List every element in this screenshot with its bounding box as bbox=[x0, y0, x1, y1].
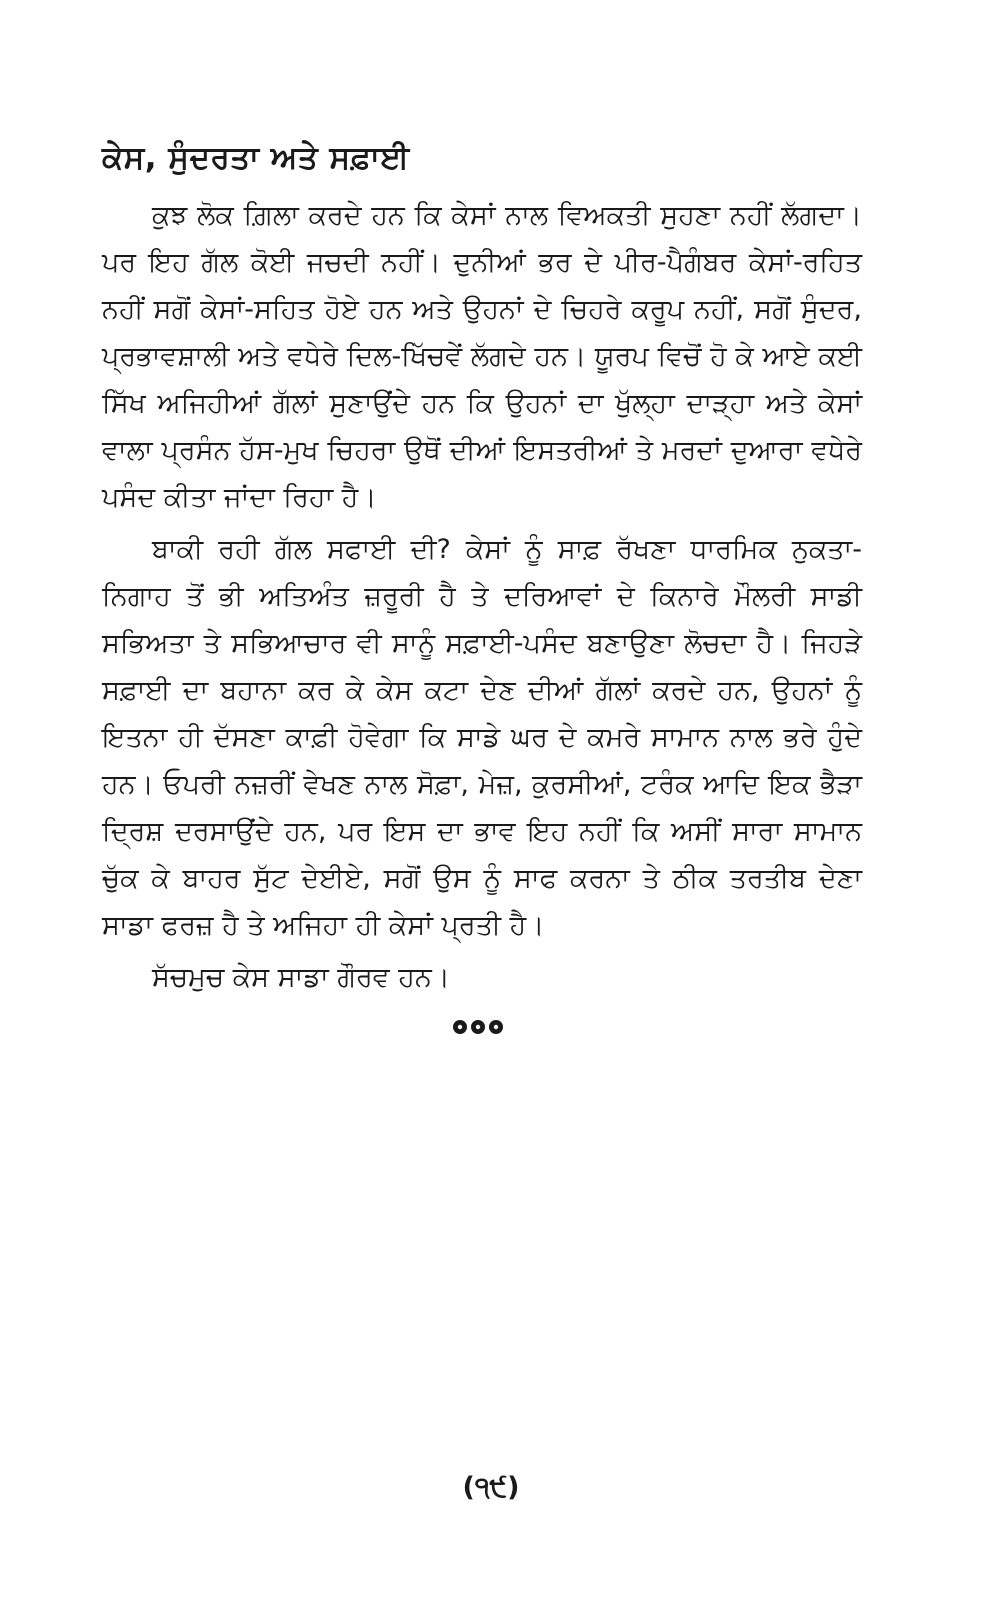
body-text bbox=[102, 192, 862, 1006]
paragraph-3: ਸੱਚਮੁਚ ਕੇਸ ਸਾਡਾ ਗੌਰਵ ਹਨ। bbox=[152, 962, 450, 993]
page-number: (੧੯) bbox=[462, 1472, 520, 1503]
chapter-title: ਕੇਸ, ਸੁੰਦਰਤਾ ਅਤੇ ਸਫ਼ਾਈ bbox=[102, 140, 410, 176]
section-end-ornament-icon bbox=[448, 1016, 508, 1038]
paragraph-2: ਬਾਕੀ ਰਹੀ ਗੱਲ ਸਫਾਈ ਦੀ? ਕੇਸਾਂ ਨੂੰ ਸਾਫ਼ ਰੱਖਣਾ ਧਾਰਮਿਕ ਨੁਕਤਾ-ਨਿਗਾਹ ਤੋਂ ਭੀ ਅਤਿਅੰਤ ਜ਼ਰੂਰੀ ਹੈ ਤੇ ਦਰਿਆਵਾਂ ਦੇ ਕਿਨਾਰੇ ਮੌਲਰੀ ਸਾਡੀ ਸਭਿਅਤਾ ਤੇ ਸਭਿਆਚਾਰ ਵੀ ਸਾਨੂੰ ਸਫ਼ਾਈ-ਪਸੰਦ ਬਣਾਉਣਾ ਲੋਚਦਾ ਹੈ। ਜਿਹੜੇ ਸਫ਼ਾਈ ਦਾ ਬਹਾਨਾ ਕਰ ਕੇ ਕੇਸ ਕਟਾ ਦੇਣ ਦੀਆਂ ਗੱਲਾਂ ਕਰਦੇ ਹਨ, ਉਹਨਾਂ ਨੂੰ ਇਤਨਾ ਹੀ ਦੱਸਣਾ ਕਾਫ਼ੀ ਹੋਵੇਗਾ ਕਿ ਸਾਡੇ ਘਰ ਦੇ ਕਮਰੇ ਸਾਮਾਨ ਨਾਲ ਭਰੇ ਹੁੰਦੇ ਹਨ। ਓਪਰੀ ਨਜ਼ਰੀਂ ਵੇਖਣ ਨਾਲ ਸੋਫ਼ਾ, ਮੇਜ਼, ਕੁਰਸੀਆਂ, ਟਰੰਕ ਆਦਿ ਇਕ ਭੈੜਾ ਦ੍ਰਿਸ਼ ਦਰਸਾਉਂਦੇ ਹਨ, ਪਰ ਇਸ ਦਾ ਭਾਵ ਇਹ ਨਹੀਂ ਕਿ ਅਸੀਂ ਸਾਰਾ ਸਾਮਾਨ ਚੁੱਕ ਕੇ ਬਾਹਰ ਸੁੱਟ ਦੇਈਏ, ਸਗੋਂ ਉਸ ਨੂੰ ਸਾਫ ਕਰਨਾ ਤੇ ਠੀਕ ਤਰਤੀਬ ਦੇਣਾ ਸਾਡਾ ਫਰਜ਼ ਹੈ ਤੇ ਅਜਿਹਾ ਹੀ ਕੇਸਾਂ ਪ੍ਰਤੀ ਹੈ। bbox=[102, 534, 862, 941]
paragraph-1: ਕੁਝ ਲੋਕ ਗ਼ਿਲਾ ਕਰਦੇ ਹਨ ਕਿ ਕੇਸਾਂ ਨਾਲ ਵਿਅਕਤੀ ਸੁਹਣਾ ਨਹੀਂ ਲੱਗਦਾ। ਪਰ ਇਹ ਗੱਲ ਕੋਈ ਜਚਦੀ ਨਹੀਂ। ਦੁਨੀਆਂ ਭਰ ਦੇ ਪੀਰ-ਪੈਗੰਬਰ ਕੇਸਾਂ-ਰਹਿਤ ਨਹੀਂ ਸਗੋਂ ਕੇਸਾਂ-ਸਹਿਤ ਹੋਏ ਹਨ ਅਤੇ ਉਹਨਾਂ ਦੇ ਚਿਹਰੇ ਕਰੂਪ ਨਹੀਂ, ਸਗੋਂ ਸੁੰਦਰ, ਪ੍ਰਭਾਵਸ਼ਾਲੀ ਅਤੇ ਵਧੇਰੇ ਦਿਲ-ਖਿੱਚਵੇਂ ਲੱਗਦੇ ਹਨ। ਯੂਰਪ ਵਿਚੋਂ ਹੋ ਕੇ ਆਏ ਕਈ ਸਿੱਖ ਅਜਿਹੀਆਂ ਗੱਲਾਂ ਸੁਣਾਉਂਦੇ ਹਨ ਕਿ ਉਹਨਾਂ ਦਾ ਖੁੱਲ੍ਹਾ ਦਾੜ੍ਹਾ ਅਤੇ ਕੇਸਾਂ ਵਾਲਾ ਪ੍ਰਸੰਨ ਹੱਸ-ਮੁਖ ਚਿਹਰਾ ਉਥੋਂ ਦੀਆਂ ਇਸਤਰੀਆਂ ਤੇ ਮਰਦਾਂ ਦੁਆਰਾ ਵਧੇਰੇ ਪਸੰਦ ਕੀਤਾ ਜਾਂਦਾ ਰਿਹਾ ਹੈ। bbox=[102, 200, 862, 513]
